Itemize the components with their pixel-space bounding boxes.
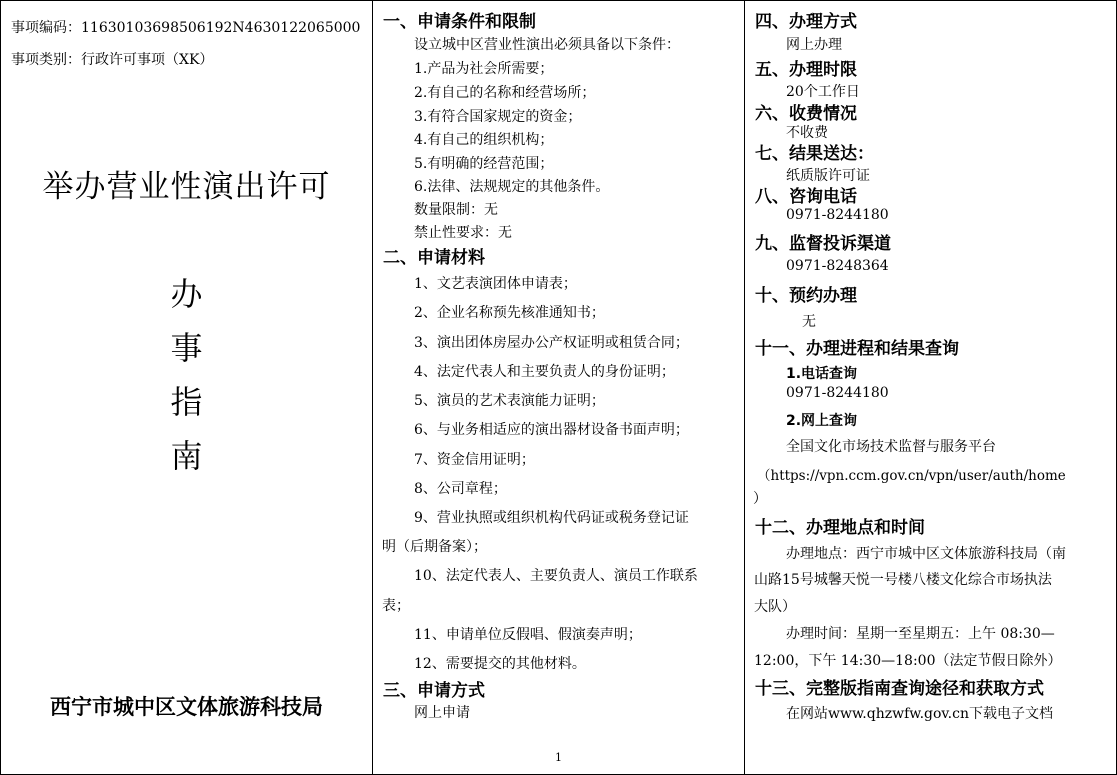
section-7-heading: 七、结果送达： [755, 144, 874, 164]
material-item: 3、演出团体房屋办公产权证明或租赁合同； [414, 335, 689, 351]
platform-name: 全国文化市场技术监督与服务平台 [786, 439, 996, 455]
platform-url[interactable]: （https://vpn.ccm.gov.cn/vpn/user/auth/home [757, 468, 1066, 484]
item-type-label: 事项类别： [11, 52, 81, 68]
guide-char-2: 事 [170, 329, 203, 367]
condition-item: 1.产品为社会所需要； [414, 61, 554, 77]
section-2-heading: 二、申请材料 [383, 248, 485, 268]
section-5-heading: 五、办理时限 [755, 60, 857, 80]
material-item-9-line-2: 明（后期备案）； [382, 539, 487, 555]
document-title: 举办营业性演出许可 [42, 169, 331, 205]
guide-download-info: 在网站www.qhzwfw.gov.cn下载电子文档 [786, 706, 1053, 722]
guide-char-4: 南 [170, 437, 203, 475]
section-8-heading: 八、咨询电话 [755, 187, 857, 207]
prohibition-requirement: 禁止性要求：无 [414, 225, 512, 241]
section-10-heading: 十、预约办理 [755, 286, 857, 306]
material-item: 1、文艺表演团体申请表； [414, 276, 577, 292]
application-method: 网上申请 [414, 705, 470, 721]
material-item-10-line-1: 10、法定代表人、主要负责人、演员工作联系 [414, 568, 698, 584]
condition-item: 5.有明确的经营范围； [414, 156, 554, 172]
section-6-heading: 六、收费情况 [755, 104, 857, 124]
phone-query-label: 1.电话查询 [786, 366, 858, 382]
online-query-label: 2.网上查询 [786, 413, 858, 429]
item-code-label: 事项编码： [11, 20, 81, 36]
phone-query-value: 0971-8244180 [786, 385, 889, 401]
section-4-heading: 四、办理方式 [755, 12, 857, 32]
material-item: 8、公司章程； [414, 481, 507, 497]
material-item: 11、申请单位反假唱、假演奏声明； [414, 627, 642, 643]
complaint-phone: 0971-8248364 [786, 258, 889, 274]
fee-info: 不收费 [786, 125, 828, 141]
material-item: 7、资金信用证明； [414, 452, 535, 468]
section-3-heading: 三、申请方式 [383, 681, 485, 701]
section-12-heading: 十二、办理地点和时间 [755, 518, 925, 538]
time-limit: 20个工作日 [786, 84, 860, 100]
office-address-line-1: 办理地点：西宁市城中区文体旅游科技局（南 [786, 546, 1066, 562]
condition-item: 2.有自己的名称和经营场所； [414, 85, 596, 101]
material-item: 12、需要提交的其他材料。 [414, 656, 586, 672]
material-item: 6、与业务相适应的演出器材设备书面声明； [414, 422, 689, 438]
page-number: 1 [555, 751, 562, 764]
quantity-limit: 数量限制：无 [414, 202, 498, 218]
procedure-column [744, 0, 1117, 775]
material-item: 2、企业名称预先核准通知书； [414, 305, 605, 321]
office-address-line-2: 山路15号城馨天悦一号楼八楼文化综合市场执法 [754, 572, 1052, 588]
item-code-line [11, 17, 360, 37]
agency-name: 西宁市城中区文体旅游科技局 [50, 695, 323, 719]
item-type-line [11, 49, 213, 69]
handling-method: 网上办理 [786, 37, 842, 53]
platform-url-close: ） [753, 491, 767, 507]
material-item-10-line-2: 表； [382, 598, 410, 614]
office-hours-line-1: 办理时间：星期一至星期五：上午 08:30— [786, 626, 1055, 642]
office-hours-line-2: 12:00，下午 14:30—18:00（法定节假日除外） [754, 653, 1062, 669]
section-1-heading: 一、申请条件和限制 [383, 12, 536, 32]
cover-column [0, 0, 373, 775]
section-1-intro: 设立城中区营业性演出必须具备以下条件： [414, 37, 680, 53]
office-address-line-3: 大队） [754, 599, 796, 615]
section-11-heading: 十一、办理进程和结果查询 [755, 339, 959, 359]
condition-item: 3.有符合国家规定的资金； [414, 109, 582, 125]
condition-item: 6.法律、法规规定的其他条件。 [414, 179, 610, 195]
condition-item: 4.有自己的组织机构； [414, 132, 554, 148]
conditions-materials-column [372, 0, 745, 775]
material-item-9-line-1: 9、营业执照或组织机构代码证或税务登记证 [414, 510, 689, 526]
appointment-value: 无 [802, 314, 816, 330]
item-code-value: 11630103698506192N4630122065000 [81, 20, 361, 36]
material-item: 5、演员的艺术表演能力证明； [414, 393, 605, 409]
consult-phone: 0971-8244180 [786, 207, 889, 223]
guide-char-1: 办 [170, 275, 203, 313]
section-13-heading: 十三、完整版指南查询途径和获取方式 [755, 679, 1044, 699]
material-item: 4、法定代表人和主要负责人的身份证明； [414, 364, 675, 380]
guide-char-3: 指 [170, 383, 203, 421]
section-9-heading: 九、监督投诉渠道 [755, 234, 891, 254]
item-type-value: 行政许可事项（XK） [81, 52, 214, 68]
result-delivery: 纸质版许可证 [786, 168, 870, 184]
